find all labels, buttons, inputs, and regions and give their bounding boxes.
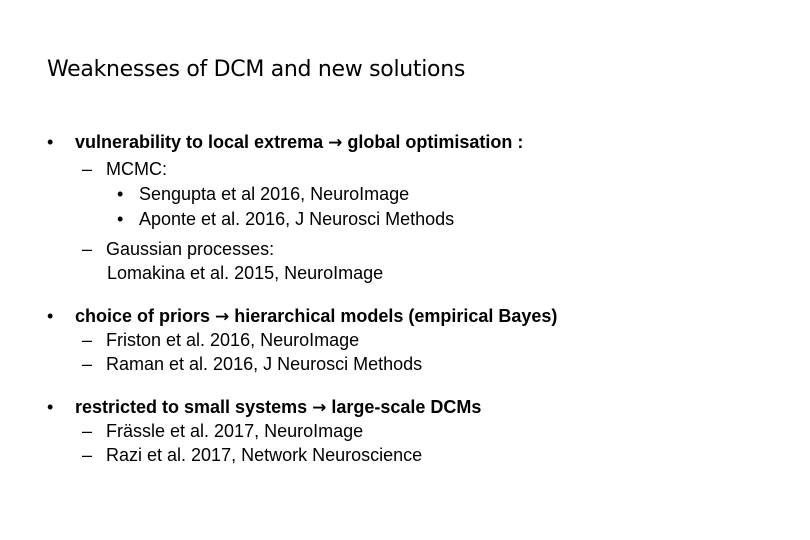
bullet-item-small-systems	[47, 396, 481, 419]
reference-text: Friston et al. 2016, NeuroImage	[106, 330, 360, 350]
slide-title: Weaknesses of DCM and new solutions	[47, 57, 466, 82]
dash-icon: –	[82, 354, 93, 374]
sub-item-reference	[82, 329, 359, 351]
dash-icon: –	[82, 159, 93, 179]
solution-text: large-scale DCMs	[331, 397, 482, 417]
reference-text: Sengupta et al 2016, NeuroImage	[139, 184, 410, 204]
reference-item	[117, 208, 454, 230]
reference-text: Razi et al. 2017, Network Neuroscience	[106, 445, 423, 465]
sub-item-label: MCMC:	[106, 159, 167, 179]
problem-text: restricted to small systems	[75, 397, 308, 417]
solution-text: hierarchical models (empirical Bayes)	[234, 306, 558, 326]
sub-item-reference	[82, 353, 422, 375]
problem-text: vulnerability to local extrema	[75, 132, 324, 152]
dash-icon: –	[82, 239, 93, 259]
problem-text: choice of priors	[75, 306, 211, 326]
reference-item	[117, 183, 409, 205]
sub-item-reference	[82, 420, 363, 442]
reference-text: Raman et al. 2016, J Neurosci Methods	[106, 354, 423, 374]
sub-item-label: Gaussian processes:	[106, 239, 275, 259]
bullet-icon: •	[47, 397, 54, 417]
bullet-item-local-extrema	[47, 131, 523, 154]
dash-icon: –	[82, 421, 93, 441]
dash-icon: –	[82, 330, 93, 350]
reference-text: Frässle et al. 2017, NeuroImage	[106, 421, 364, 441]
arrow-icon: →	[215, 307, 230, 327]
reference-text: Aponte et al. 2016, J Neurosci Methods	[139, 209, 455, 229]
arrow-icon: →	[328, 133, 343, 153]
bullet-icon: •	[47, 132, 54, 152]
bullet-icon: •	[117, 209, 124, 229]
bullet-item-priors	[47, 305, 557, 328]
bullet-icon: •	[47, 306, 54, 326]
sub-item-mcmc	[82, 158, 167, 180]
reference-continuation: Lomakina et al. 2015, NeuroImage	[107, 263, 384, 283]
arrow-icon: →	[312, 398, 327, 418]
bullet-icon: •	[117, 184, 124, 204]
sub-item-reference	[82, 444, 422, 466]
dash-icon: –	[82, 445, 93, 465]
sub-item-gaussian-processes	[82, 238, 274, 260]
solution-text: global optimisation :	[347, 132, 524, 152]
